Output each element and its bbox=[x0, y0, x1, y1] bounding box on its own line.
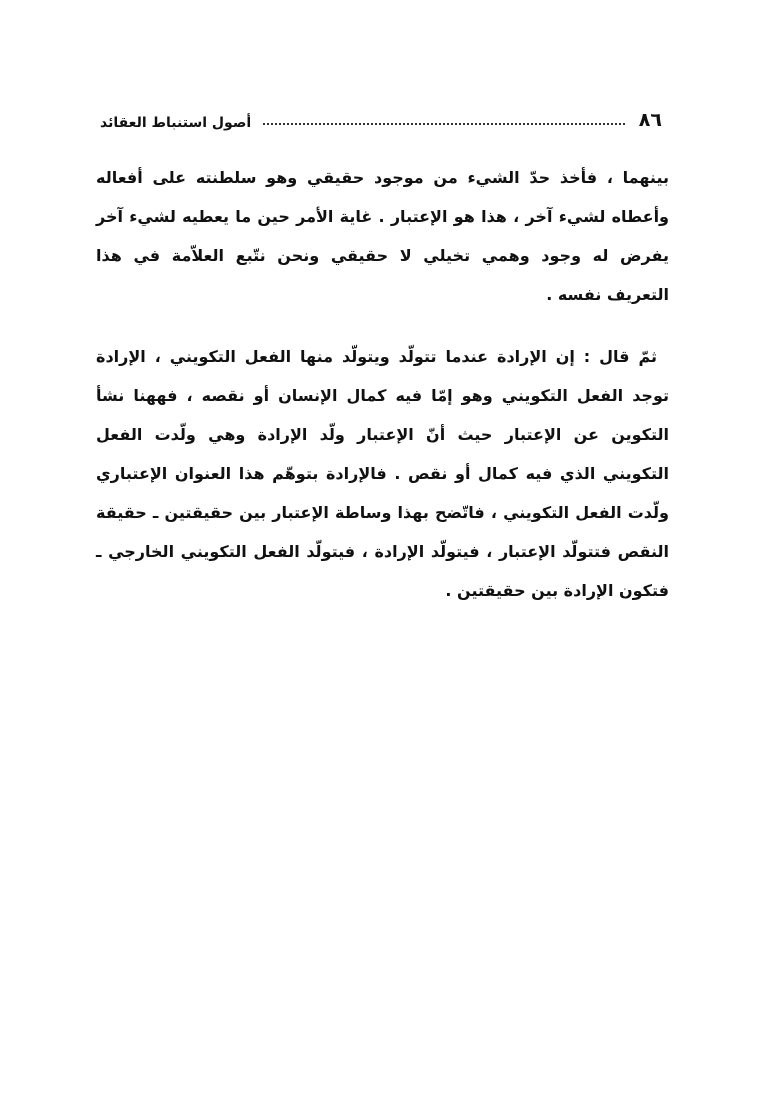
body-text bbox=[96, 158, 669, 610]
running-title: أصول استنباط العقائد bbox=[100, 115, 252, 131]
page-number: ٨٦ bbox=[638, 109, 662, 131]
dotted-leader bbox=[263, 123, 625, 125]
paragraph-2: ثمّ قال : إن الإرادة عندما تتولّد ويتولّد منها الفعل التكويني ، الإرادة توجد الفعل التكويني وهو إمّا فيه كمال الإنسان أو نقصه ، فههنا نشأ التكوين عن الإعتبار حيث أنّ الإعتبار ولّد الإرادة وهي ولّدت الفعل التكويني الذي فيه كمال أو نقص . فالإرادة بتوهّم هذا العنوان الإعتباري ولّدت الفعل التكويني ، فاتّضح بهذا وساطة الإعتبار بين حقيقتين ـ حقيقة النقص فتتولّد الإعتبار ، فيتولّد الإرادة ، فيتولّد الفعل التكويني الخارجي ـ فتكون الإرادة بين حقيقتين . bbox=[96, 347, 669, 600]
paragraph-1: بينهما ، فأخذ حدّ الشيء من موجود حقيقي وهو سلطنته على أفعاله وأعطاه لشيء آخر ، هذا هو الإعتبار . غاية الأمر حين ما يعطيه لشيء آخر يفرض له وجود وهمي تخيلي لا حقيقي ونحن نتّبع العلاّمة في هذا التعريف نفسه . bbox=[96, 168, 669, 304]
page-header bbox=[100, 100, 662, 130]
